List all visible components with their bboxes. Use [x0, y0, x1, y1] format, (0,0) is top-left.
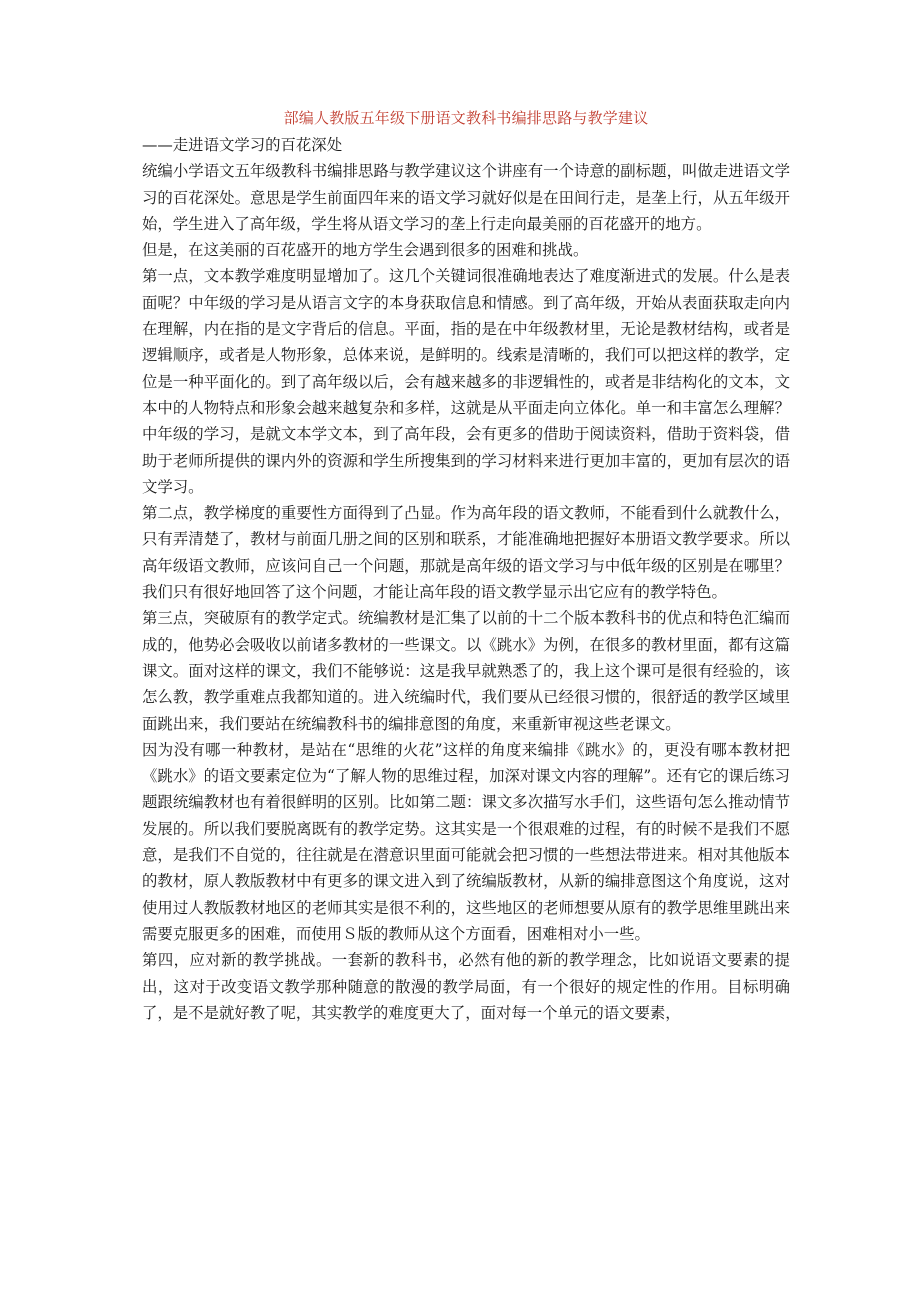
- paragraph-intro: 统编小学语文五年级教科书编排思路与教学建议这个讲座有一个诗意的副标题，叫做走进语文学习的百花深处。意思是学生前面四年来的语文学习就好似是在田间行走，是垄上行，从五年级开始，学生进入了高年级，学生将从语文学习的垄上行走向最美丽的百花盛开的地方。: [142, 162, 790, 233]
- paragraph-challenges: 但是，在这美丽的百花盛开的地方学生会遇到很多的困难和挑战。: [142, 241, 589, 260]
- paragraph-point-three: 第三点，突破原有的教学定式。统编教材是汇集了以前的十二个版本教科书的优点和特色汇编而成的，他势必会吸收以前诸多教材的一些课文。以《跳水》为例，在很多的教材里面，都有这篇课文。面对这样的课文，我们不能够说：这是我早就熟悉了的，我上这个课可是很有经验的，该怎么教，教学重难点我都知道的。进入统编时代，我们要从已经很习惯的，很舒适的教学区域里面跳出来，我们要站在统编教科书的编排意图的角度，来重新审视这些老课文。: [142, 609, 790, 733]
- document-page: [142, 106, 790, 1026]
- document-subtitle: ——走进语文学习的百花深处: [142, 136, 343, 154]
- paragraph-point-two: 第二点，教学梯度的重要性方面得到了凸显。作为高年段的语文教师，不能看到什么就教什么，只有弄清楚了，教材与前面几册之间的区别和联系，才能准确地把握好本册语文教学要求。所以高年级语文教师，应该问自己一个问题，那就是高年级的语文学习与中低年级的区别是在哪里？我们只有很好地回答了这个问题，才能让高年段的语文教学显示出它应有的教学特色。: [142, 504, 790, 602]
- paragraph-point-four: 第四，应对新的教学挑战。一套新的教科书，必然有他的新的教学理念，比如说语文要素的提出，这对于改变语文教学那种随意的散漫的教学局面，有一个很好的规定性的作用。目标明确了，是不是就好教了呢，其实教学的难度更大了，面对每一个单元的语文要素，: [142, 951, 790, 1022]
- document-title: 部编人教版五年级下册语文教科书编排思路与教学建议: [283, 109, 649, 127]
- paragraph-tiaoshui-example: 因为没有哪一种教材，是站在“思维的火花”这样的角度来编排《跳水》的，更没有哪本教材把《跳水》的语文要素定位为“了解人物的思维过程，加深对课文内容的理解”。还有它的课后练习题跟统编教材也有着很鲜明的区别。比如第二题：课文多次描写水手们，这些语句怎么推动情节发展的。所以我们要脱离既有的教学定势。这其实是一个很艰难的过程，有的时候不是我们不愿意，是我们不自觉的，往往就是在潜意识里面可能就会把习惯的一些想法带进来。相对其他版本的教材，原人教版教材中有更多的课文进入到了统编版教材，从新的编排意图这个角度说，这对使用过人教版教材地区的老师其实是很不利的，这些地区的老师想要从原有的教学思维里跳出来需要克服更多的困难，而使用Ｓ版的教师从这个方面看，困难相对小一些。: [142, 740, 790, 943]
- paragraph-point-one: 第一点，文本教学难度明显增加了。这几个关键词很准确地表达了难度渐进式的发展。什么是表面呢？中年级的学习是从语言文字的本身获取信息和情感。到了高年级，开始从表面获取走向内在理解，内在指的是文字背后的信息。平面，指的是在中年级教材里，无论是教材结构，或者是逻辑顺序，或者是人物形象，总体来说，是鲜明的。线索是清晰的，我们可以把这样的教学，定位是一种平面化的。到了高年级以后，会有越来越多的非逻辑性的，或者是非结构化的文本，文本中的人物特点和形象会越来越复杂和多样，这就是从平面走向立体化。单一和丰富怎么理解？中年级的学习，是就文本学文本，到了高年段，会有更多的借助于阅读资料，借助于资料袋，借助于老师所提供的课内外的资源和学生所搜集到的学习材料来进行更加丰富的，更加有层次的语文学习。: [142, 267, 790, 496]
